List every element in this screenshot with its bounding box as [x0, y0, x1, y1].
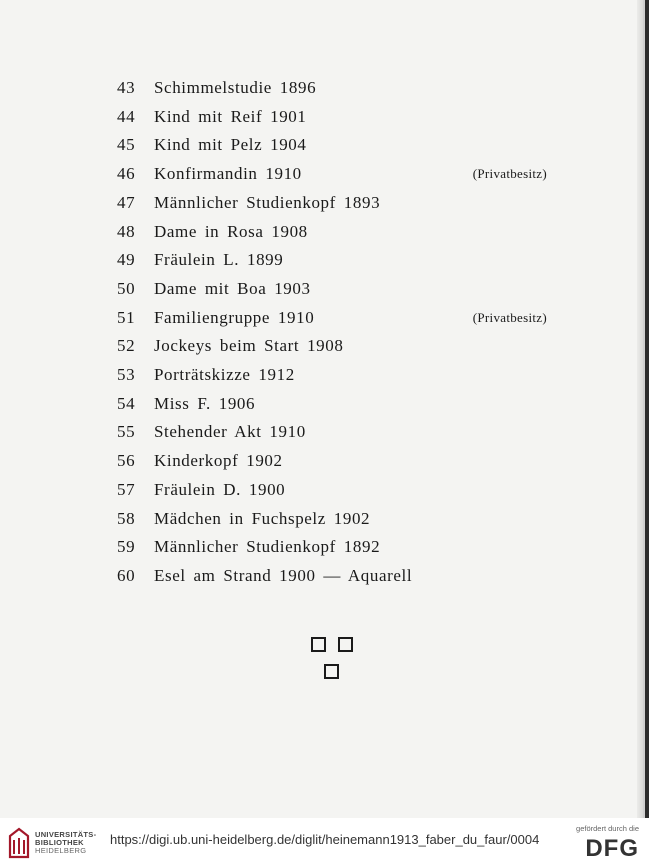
catalog-entry — [0, 189, 643, 217]
catalog-entry — [0, 476, 643, 504]
entry-number: 56 — [117, 451, 136, 471]
catalog-entry — [0, 131, 643, 159]
entry-number: 45 — [117, 135, 136, 155]
entry-number: 57 — [117, 479, 136, 499]
catalog-entry — [0, 332, 643, 360]
entry-number: 47 — [117, 192, 136, 212]
entry-title: Stehender Akt 1910 — [154, 422, 306, 442]
entry-title: Porträtskizze 1912 — [154, 365, 295, 384]
funding-note: gefördert durch die — [576, 824, 639, 833]
entry-title: Konfirmandin 1910 — [154, 164, 302, 184]
catalog-entry — [0, 418, 643, 446]
catalog-entry — [0, 361, 643, 389]
entry-number: 43 — [117, 78, 136, 97]
catalog-entry — [0, 533, 643, 561]
entry-number: 53 — [117, 365, 136, 384]
library-name — [35, 831, 96, 855]
library-name-line3: HEIDELBERG — [35, 846, 87, 855]
entry-title: Jockeys beim Start 1908 — [154, 336, 344, 356]
entry-title: Männlicher Studienkopf 1893 — [154, 192, 381, 212]
entry-number: 44 — [117, 106, 136, 126]
entry-title: Kind mit Reif 1901 — [154, 106, 307, 126]
ornament-square-icon — [338, 637, 353, 652]
entry-number: 49 — [117, 250, 136, 270]
entry-number: 55 — [117, 422, 136, 442]
entry-title: Esel am Strand 1900 — Aquarell — [154, 565, 413, 585]
university-library-logo-icon[interactable] — [8, 827, 30, 859]
catalog-entry — [0, 218, 643, 246]
catalog-entry — [0, 304, 643, 332]
entry-title: Männlicher Studienkopf 1892 — [154, 537, 381, 557]
entry-ownership-note: (Privatbesitz) — [472, 309, 547, 325]
entry-title: Dame in Rosa 1908 — [154, 221, 308, 241]
entry-number: 52 — [117, 336, 136, 356]
entry-title: Kind mit Pelz 1904 — [154, 135, 307, 155]
entry-title: Dame mit Boa 1903 — [154, 278, 311, 298]
ornament-square-icon — [311, 637, 326, 652]
library-name-line1: UNIVERSITÄTS- — [35, 830, 97, 839]
entry-number: 50 — [117, 278, 136, 298]
catalog-entry — [0, 447, 643, 475]
entry-number: 54 — [117, 393, 136, 413]
catalog-entry — [0, 562, 643, 590]
entry-ownership-note: (Privatbesitz) — [472, 166, 547, 182]
entry-number: 59 — [117, 537, 136, 557]
entry-number: 60 — [117, 565, 136, 585]
viewer-footer — [0, 818, 649, 868]
catalog-entry — [0, 246, 643, 274]
entry-title: Fräulein L. 1899 — [154, 250, 284, 270]
entry-title: Schimmelstudie 1896 — [154, 78, 317, 97]
entry-number: 51 — [117, 307, 136, 327]
catalog-entry — [0, 390, 643, 418]
library-name-line2: BIBLIOTHEK — [35, 838, 84, 847]
catalog-entry — [0, 74, 643, 102]
entry-number: 46 — [117, 164, 136, 184]
dfg-logo[interactable]: DFG — [585, 835, 639, 862]
ornament-square-icon — [324, 664, 339, 679]
entry-title: Familiengruppe 1910 — [154, 307, 315, 327]
entry-number: 48 — [117, 221, 136, 241]
entry-number: 58 — [117, 508, 136, 528]
catalog-entry — [0, 505, 643, 533]
entry-title: Miss F. 1906 — [154, 393, 256, 413]
permalink-url[interactable]: https://digi.ub.uni-heidelberg.de/diglit/heinemann1913_faber_du_faur/0004 — [110, 832, 540, 847]
entry-title: Mädchen in Fuchspelz 1902 — [154, 508, 371, 528]
catalog-entry — [0, 160, 643, 188]
entry-title: Fräulein D. 1900 — [154, 479, 286, 499]
catalog-entry — [0, 103, 643, 131]
catalog-entry — [0, 275, 643, 303]
entry-title: Kinderkopf 1902 — [154, 451, 283, 471]
